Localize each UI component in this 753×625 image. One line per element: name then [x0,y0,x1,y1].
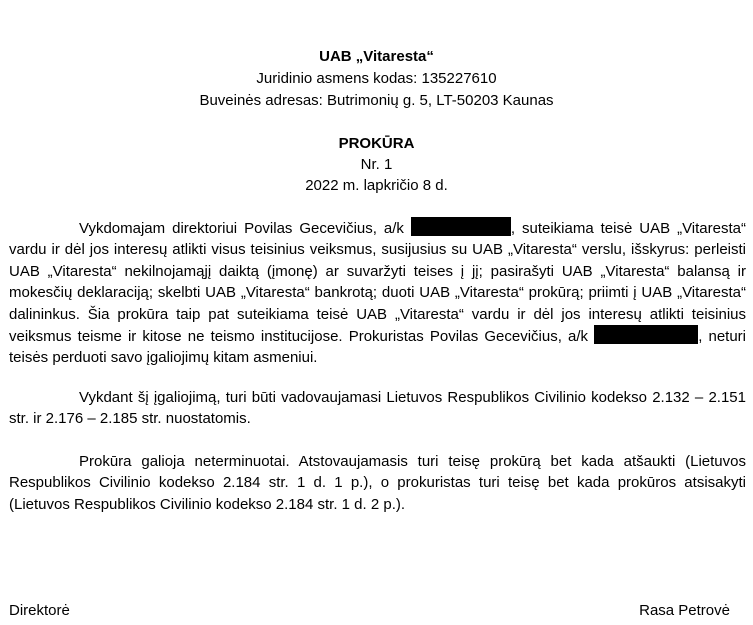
company-name: UAB „Vitaresta“ [319,48,434,65]
validity-paragraph: Prokūra galioja neterminuotai. Atstovaujamasis turi teisę prokūrą bet kada atšaukti (Lietuvos Respublikos Civilinio kodekso 2.184 str. 1 d. 1 p.), o prokuristas turi teisę bet kada prokūros atsisakyti (Lietuvos Respublikos Civilinio kodekso 2.184 str. 1 d. 2 p.). [9,453,746,513]
legal-basis-paragraph: Vykdant šį įgaliojimą, turi būti vadovaujamasi Lietuvos Respublikos Civilinio kodekso 2.132 – 2.151 str. ir 2.176 – 2.185 str. nuostatomis. [9,389,746,428]
main-paragraph-part2: , suteikiama teisė UAB „Vitaresta“ vardu ir dėl jos interesų atlikti visus teisinius veiksmus, susijusius su UAB „Vitaresta“ verslu, išskyrus: perleisti UAB „Vitaresta“ nekilnojamąjį daiktą (įmonę) ar suvaržyti teises į jį; pasirašyti UAB „Vitaresta“ balansą ir mokesčių deklaraciją; skelbti UAB „Vitaresta“ bankrotą; duoti UAB „Vitaresta“ prokūrą; priimti į UAB „Vitaresta“ dalininkus. Šia prokūra taip pat suteikiama teisė UAB „Vitaresta“ vardu ir dėl jos interesų atlikti teisinius veiksmus teisme ir kitose ne teismo institucijose. Prokuristas Povilas Gecevičius, a/k [9,220,746,346]
main-paragraph [9,217,746,369]
redacted-personal-code-1 [411,217,511,236]
company-code: Juridinio asmens kodas: 135227610 [256,70,497,87]
company-address: Buveinės adresas: Butrimonių g. 5, LT-50203 Kaunas [199,92,554,109]
document-number: Nr. 1 [360,156,393,173]
main-paragraph-part3: , neturi teisės perduoti savo įgaliojimų kitam asmeniui. [9,328,747,367]
document-title: PROKŪRA [338,135,415,152]
main-paragraph-part1: Vykdomajam direktoriui Povilas Gecevičius, a/k [79,220,404,237]
signature-name: Rasa Petrovė [639,602,730,619]
document-date: 2022 m. lapkričio 8 d. [305,177,448,194]
signature-position: Direktorė [9,602,70,619]
redacted-personal-code-2 [594,325,698,344]
